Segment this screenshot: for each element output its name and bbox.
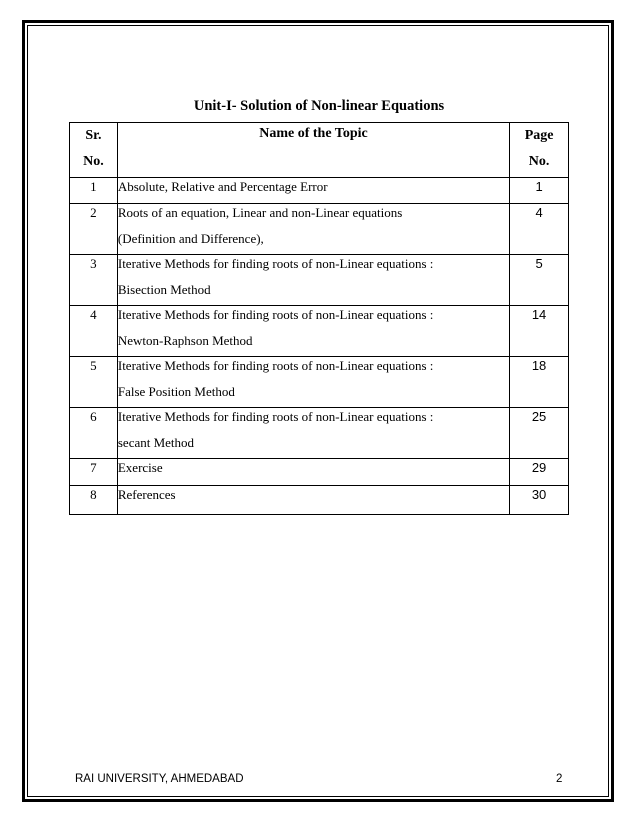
topic-cell: Exercise [117, 459, 509, 486]
page-no-cell: 5 [510, 255, 569, 306]
topic-cell: Absolute, Relative and Percentage Error [117, 178, 509, 204]
table-row [70, 408, 569, 459]
table-header-row [70, 123, 569, 178]
table-row [70, 459, 569, 486]
unit-title: Unit-I- Solution of Non-linear Equations [193, 98, 445, 114]
sr-no-cell: 7 [70, 459, 118, 486]
table-row [70, 255, 569, 306]
table-row [70, 357, 569, 408]
sr-no-cell: 1 [70, 178, 118, 204]
topic-cell: Roots of an equation, Linear and non-Linear equations (Definition and Difference), [117, 204, 509, 255]
page-no-cell: 1 [510, 178, 569, 204]
topic-cell: Iterative Methods for finding roots of non-Linear equations : False Position Method [117, 357, 509, 408]
topic-cell: References [117, 486, 509, 515]
table-row [70, 178, 569, 204]
table-row [70, 486, 569, 515]
sr-no-cell: 2 [70, 204, 118, 255]
page-no-cell: 14 [510, 306, 569, 357]
header-sr-no: Sr. No. [70, 123, 118, 178]
header-topic: Name of the Topic [117, 123, 509, 178]
sr-no-cell: 6 [70, 408, 118, 459]
sr-no-cell: 4 [70, 306, 118, 357]
contents-table [69, 122, 569, 515]
sr-no-cell: 3 [70, 255, 118, 306]
table-row [70, 204, 569, 255]
sr-no-cell: 8 [70, 486, 118, 515]
footer-institution: RAI UNIVERSITY, AHMEDABAD [75, 773, 244, 785]
page-no-cell: 4 [510, 204, 569, 255]
topic-cell: Iterative Methods for finding roots of non-Linear equations : Bisection Method [117, 255, 509, 306]
page-no-cell: 29 [510, 459, 569, 486]
page-no-cell: 25 [510, 408, 569, 459]
page-no-cell: 18 [510, 357, 569, 408]
page-no-cell: 30 [510, 486, 569, 515]
topic-cell: Iterative Methods for finding roots of non-Linear equations : secant Method [117, 408, 509, 459]
sr-no-cell: 5 [70, 357, 118, 408]
topic-cell: Iterative Methods for finding roots of non-Linear equations : Newton-Raphson Method [117, 306, 509, 357]
header-page-no: Page No. [510, 123, 569, 178]
footer-page-number: 2 [556, 773, 563, 785]
table-row [70, 306, 569, 357]
